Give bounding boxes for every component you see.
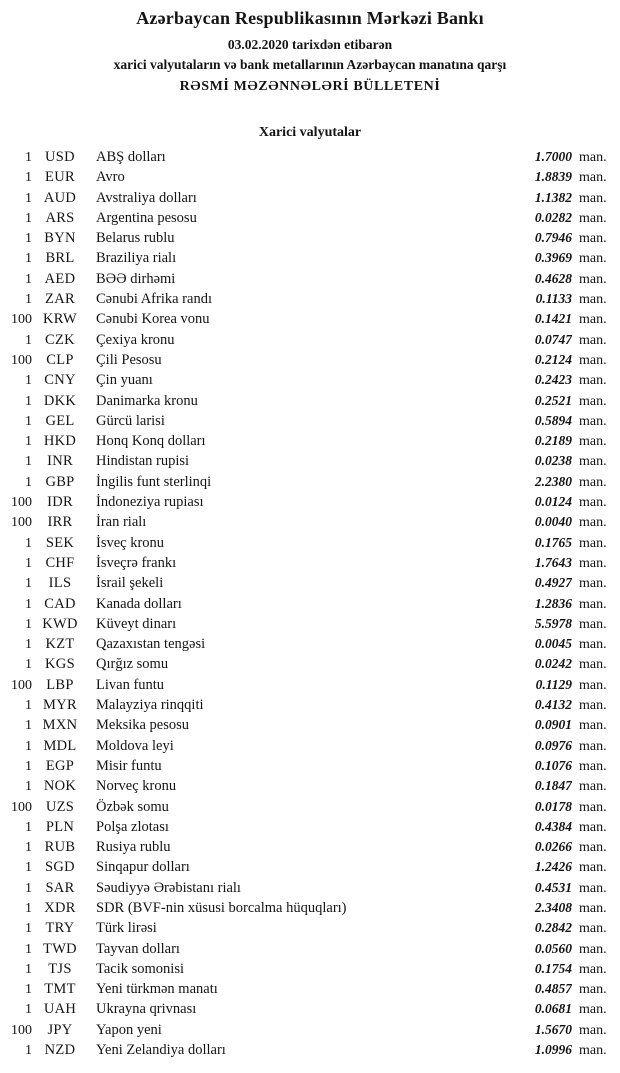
unit-label-cell: man. (579, 900, 607, 916)
table-row (0, 533, 618, 553)
unit-label-cell: man. (579, 150, 607, 165)
table-row (0, 553, 618, 573)
table-row (0, 776, 618, 796)
currency-code-cell: ILS (48, 575, 72, 592)
currency-name-cell: Sinqapur dolları (96, 859, 190, 876)
rate-value-cell: 1.0996 (534, 1042, 572, 1058)
quantity-cell: 1 (25, 332, 32, 348)
currency-name-cell: Moldova leyi (96, 737, 174, 754)
unit-label-cell: man. (579, 799, 607, 815)
quantity-cell: 1 (25, 210, 32, 226)
table-row (0, 492, 618, 512)
unit-label-cell: man. (579, 718, 607, 734)
currency-name-cell: Tayvan dolları (96, 940, 180, 957)
table-row (0, 228, 618, 248)
rate-value-cell: 0.1847 (534, 778, 572, 794)
currency-code-cell: KRW (43, 311, 77, 328)
table-row (0, 248, 618, 268)
currency-name-cell: Honq Konq dolları (96, 433, 206, 450)
currency-name-cell: Çin yuanı (96, 372, 153, 389)
effective-date-line: 03.02.2020 tarixdən etibarən (227, 37, 393, 52)
table-row (0, 411, 618, 431)
quantity-cell: 1 (25, 150, 32, 165)
quantity-cell: 1 (25, 474, 32, 490)
currency-code-cell: MDL (43, 737, 77, 754)
currency-code-cell: CZK (45, 331, 75, 348)
table-row (0, 979, 618, 999)
table-row (0, 756, 618, 776)
quantity-cell: 1 (25, 860, 32, 876)
quantity-cell: 1 (25, 251, 32, 267)
currency-name-cell: Danimarka kronu (96, 392, 198, 409)
quantity-cell: 1 (25, 190, 32, 206)
quantity-cell: 1 (25, 271, 32, 287)
rate-value-cell: 1.7643 (534, 554, 572, 570)
table-row (0, 147, 618, 167)
unit-label-cell: man. (579, 880, 607, 896)
currency-name-cell: Meksika pesosu (96, 717, 190, 734)
rate-value-cell: 1.2836 (534, 595, 572, 611)
currency-name-cell: Belarus rublu (96, 230, 175, 247)
currency-code-cell: AED (44, 270, 76, 287)
unit-label-cell: man. (579, 413, 607, 429)
currency-name-cell: Qırğız somu (96, 656, 169, 673)
table-row (0, 715, 618, 735)
currency-code-cell: EGP (45, 757, 75, 774)
rate-value-cell: 0.0238 (534, 453, 572, 469)
currency-name-cell: Küveyt dinarı (96, 615, 177, 632)
currency-name-cell: İngilis funt sterlinqi (96, 473, 212, 490)
currency-name-cell: Yapon yeni (96, 1021, 162, 1038)
table-row (0, 959, 618, 979)
table-row (0, 939, 618, 959)
currency-name-cell: Gürcü larisi (96, 412, 165, 429)
quantity-cell: 1 (25, 880, 32, 896)
quantity-cell: 1 (25, 373, 32, 389)
table-row (0, 431, 618, 451)
quantity-cell: 100 (11, 1022, 32, 1038)
unit-label-cell: man. (579, 1002, 607, 1018)
quantity-cell: 1 (25, 535, 32, 551)
currency-name-cell: Avstraliya dolları (96, 189, 197, 206)
unit-label-cell: man. (579, 738, 607, 754)
table-row (0, 472, 618, 492)
rate-value-cell: 0.4531 (534, 879, 572, 895)
currency-code-cell: AUD (43, 189, 77, 206)
unit-label-cell: man. (579, 982, 607, 998)
currency-name-cell: Yeni türkmən manatı (96, 981, 218, 998)
currency-code-cell: CNY (44, 372, 76, 389)
quantity-cell: 1 (25, 982, 32, 998)
currency-code-cell: LBP (46, 676, 74, 693)
currency-code-cell: ZAR (45, 291, 75, 308)
rate-value-cell: 0.4384 (534, 818, 572, 834)
currency-code-cell: EUR (45, 169, 75, 186)
currency-name-cell: Yeni Zelandiya dolları (96, 1042, 226, 1059)
currency-name-cell: Cənubi Afrika randı (96, 291, 212, 308)
currency-code-cell: SGD (45, 859, 75, 876)
currency-code-cell: UAH (43, 1001, 77, 1018)
quantity-cell: 100 (11, 312, 32, 328)
rate-value-cell: 0.0681 (534, 1001, 572, 1017)
table-row (0, 370, 618, 390)
table-row (0, 188, 618, 208)
table-row (0, 330, 618, 350)
unit-label-cell: man. (579, 312, 607, 328)
unit-label-cell: man. (579, 758, 607, 774)
quantity-cell: 100 (11, 677, 32, 693)
rate-value-cell: 0.1133 (535, 291, 572, 307)
currency-name-cell: Argentina pesosu (96, 209, 197, 226)
table-row (0, 797, 618, 817)
rate-value-cell: 0.0560 (534, 940, 572, 956)
currency-name-cell: İran rialı (96, 514, 147, 531)
table-row (0, 391, 618, 411)
unit-label-cell: man. (579, 698, 607, 714)
rate-value-cell: 0.0178 (534, 798, 572, 814)
unit-label-cell: man. (579, 1022, 607, 1038)
rate-value-cell: 0.1129 (535, 676, 572, 692)
table-row (0, 695, 618, 715)
currency-name-cell: Polşa zlotası (96, 818, 169, 835)
quantity-cell: 1 (25, 819, 32, 835)
table-row (0, 634, 618, 654)
table-row (0, 857, 618, 877)
unit-label-cell: man. (579, 495, 607, 511)
quantity-cell: 1 (25, 555, 32, 571)
table-row (0, 999, 618, 1019)
unit-label-cell: man. (579, 210, 607, 226)
currency-code-cell: KZT (45, 636, 75, 653)
currency-name-cell: Norveç kronu (96, 778, 177, 795)
quantity-cell: 1 (25, 576, 32, 592)
unit-label-cell: man. (579, 779, 607, 795)
unit-label-cell: man. (579, 921, 607, 937)
currency-name-cell: İsveçrə frankı (96, 554, 177, 571)
currency-code-cell: KGS (45, 656, 75, 673)
quantity-cell: 1 (25, 961, 32, 977)
quantity-cell: 1 (25, 1002, 32, 1018)
currency-name-cell: Kanada dolları (96, 595, 182, 612)
currency-code-cell: SAR (45, 879, 75, 896)
currency-code-cell: GEL (45, 412, 75, 429)
currency-name-cell: İndoneziya rupiası (96, 494, 204, 511)
currency-code-cell: CLP (46, 351, 74, 368)
table-row (0, 451, 618, 471)
unit-label-cell: man. (579, 332, 607, 348)
unit-label-cell: man. (579, 637, 607, 653)
currency-code-cell: CHF (45, 554, 75, 571)
quantity-cell: 100 (11, 495, 32, 511)
currency-code-cell: IDR (47, 494, 73, 511)
currency-code-cell: MXN (42, 717, 78, 734)
quantity-cell: 100 (11, 799, 32, 815)
unit-label-cell: man. (579, 434, 607, 450)
unit-label-cell: man. (579, 576, 607, 592)
currency-name-cell: SDR (BVF-nin xüsusi borcalma hüquqları) (96, 899, 347, 916)
unit-label-cell: man. (579, 352, 607, 368)
quantity-cell: 1 (25, 941, 32, 957)
rate-value-cell: 2.3408 (534, 899, 572, 915)
rate-value-cell: 0.1076 (534, 757, 572, 773)
currency-code-cell: DKK (43, 392, 77, 409)
table-row (0, 1040, 618, 1060)
quantity-cell: 1 (25, 393, 32, 409)
unit-label-cell: man. (579, 393, 607, 409)
table-row (0, 208, 618, 228)
table-row (0, 1020, 618, 1040)
unit-label-cell: man. (579, 231, 607, 247)
quantity-cell: 1 (25, 637, 32, 653)
quantity-cell: 1 (25, 718, 32, 734)
rate-value-cell: 0.0976 (534, 737, 572, 753)
rate-value-cell: 0.1754 (534, 960, 572, 976)
table-row (0, 817, 618, 837)
rate-value-cell: 0.0282 (534, 209, 572, 225)
unit-label-cell: man. (579, 373, 607, 389)
table-row (0, 878, 618, 898)
unit-label-cell: man. (579, 454, 607, 470)
currency-name-cell: Cənubi Korea vonu (96, 311, 210, 328)
section-heading: Xarici valyutalar (258, 125, 362, 140)
bank-title: Azərbaycan Respublikasının Mərkəzi Bankı (136, 8, 484, 28)
currency-code-cell: SEK (45, 534, 75, 551)
rate-value-cell: 0.4132 (534, 697, 572, 713)
currency-code-cell: HKD (43, 433, 77, 450)
rate-value-cell: 0.2124 (534, 351, 572, 367)
table-row (0, 573, 618, 593)
rate-value-cell: 1.2426 (534, 859, 572, 875)
quantity-cell: 1 (25, 779, 32, 795)
table-row (0, 837, 618, 857)
currency-code-cell: INR (47, 453, 73, 470)
unit-label-cell: man. (579, 819, 607, 835)
rate-value-cell: 0.3969 (534, 250, 572, 266)
currency-name-cell: Rusiya rublu (96, 839, 171, 856)
quantity-cell: 1 (25, 758, 32, 774)
currency-code-cell: BYN (44, 230, 76, 247)
rate-value-cell: 0.2189 (534, 433, 572, 449)
currency-name-cell: Türk lirəsi (96, 920, 157, 937)
table-row (0, 898, 618, 918)
currency-name-cell: Hindistan rupisi (96, 453, 190, 470)
unit-label-cell: man. (579, 251, 607, 267)
unit-label-cell: man. (579, 941, 607, 957)
table-row (0, 350, 618, 370)
unit-label-cell: man. (579, 555, 607, 571)
currency-name-cell: Qazaxıstan tengəsi (96, 636, 206, 653)
currency-code-cell: BRL (45, 250, 75, 267)
quantity-cell: 1 (25, 596, 32, 612)
rate-value-cell: 0.0045 (534, 636, 572, 652)
quantity-cell: 1 (25, 616, 32, 632)
quantity-cell: 1 (25, 698, 32, 714)
table-row (0, 918, 618, 938)
rate-value-cell: 1.8839 (534, 169, 572, 185)
currency-code-cell: RUB (44, 839, 76, 856)
currency-code-cell: TMT (44, 981, 76, 998)
rate-value-cell: 0.1765 (534, 534, 572, 550)
currency-name-cell: Ukrayna qrivnası (96, 1001, 197, 1018)
rate-value-cell: 1.7000 (534, 149, 572, 164)
quantity-cell: 1 (25, 840, 32, 856)
quantity-cell: 1 (25, 231, 32, 247)
currency-code-cell: XDR (44, 899, 76, 916)
currency-code-cell: NZD (44, 1042, 76, 1059)
currency-code-cell: MYR (43, 697, 77, 714)
currency-name-cell: İsveç kronu (96, 534, 165, 551)
rate-value-cell: 0.0124 (534, 494, 572, 510)
bulletin-header (0, 8, 620, 95)
quantity-cell: 1 (25, 434, 32, 450)
rate-value-cell: 0.0040 (534, 514, 572, 530)
rate-value-cell: 0.4927 (534, 575, 572, 591)
unit-label-cell: man. (579, 657, 607, 673)
unit-label-cell: man. (579, 271, 607, 287)
currency-name-cell: Çili Pesosu (96, 351, 162, 368)
currency-code-cell: PLN (45, 818, 75, 835)
unit-label-cell: man. (579, 596, 607, 612)
rate-value-cell: 2.2380 (534, 473, 572, 489)
table-row (0, 269, 618, 289)
quantity-cell: 100 (11, 352, 32, 368)
currency-name-cell: Misir funtu (96, 757, 162, 774)
currency-name-cell: Avro (96, 169, 125, 186)
quantity-cell: 100 (11, 515, 32, 531)
table-row (0, 654, 618, 674)
table-row (0, 675, 618, 695)
currency-code-cell: ARS (45, 209, 75, 226)
rate-value-cell: 0.5894 (534, 412, 572, 428)
quantity-cell: 1 (25, 900, 32, 916)
table-row (0, 309, 618, 329)
rate-value-cell: 0.4857 (534, 981, 572, 997)
unit-label-cell: man. (579, 474, 607, 490)
table-row (0, 594, 618, 614)
currency-name-cell: BƏƏ dirhəmi (96, 270, 176, 287)
rate-value-cell: 0.0747 (534, 331, 572, 347)
rate-value-cell: 0.0266 (534, 839, 572, 855)
quantity-cell: 1 (25, 738, 32, 754)
rate-value-cell: 0.4628 (534, 270, 572, 286)
rate-value-cell: 1.5670 (534, 1021, 572, 1037)
rate-value-cell: 0.2521 (534, 392, 572, 408)
table-row (0, 614, 618, 634)
currency-code-cell: NOK (43, 778, 77, 795)
quantity-cell: 1 (25, 292, 32, 308)
currency-code-cell: KWD (42, 615, 78, 632)
table-row (0, 167, 618, 187)
unit-label-cell: man. (579, 535, 607, 551)
currency-name-cell: Tacik somonisi (96, 960, 184, 977)
currency-code-cell: IRR (47, 514, 73, 531)
currency-code-cell: TJS (48, 960, 72, 977)
currency-name-cell: Özbək somu (96, 798, 169, 815)
rate-value-cell: 0.1421 (534, 311, 572, 327)
subtitle-line: xarici valyutaların və bank metallarının Azərbaycan manatına qarşı (113, 57, 507, 72)
table-row (0, 736, 618, 756)
rate-value-cell: 0.2842 (534, 920, 572, 936)
unit-label-cell: man. (579, 515, 607, 531)
unit-label-cell: man. (579, 170, 607, 186)
quantity-cell: 1 (25, 413, 32, 429)
table-row (0, 289, 618, 309)
quantity-cell: 1 (25, 170, 32, 186)
unit-label-cell: man. (579, 292, 607, 308)
rate-value-cell: 1.1382 (534, 189, 572, 205)
unit-label-cell: man. (579, 616, 607, 632)
unit-label-cell: man. (579, 961, 607, 977)
currency-code-cell: USD (45, 149, 75, 165)
currency-name-cell: Səudiyyə Ərəbistanı rialı (96, 879, 241, 896)
quantity-cell: 1 (25, 1043, 32, 1059)
currency-code-cell: CAD (44, 595, 76, 612)
currency-name-cell: İsrail şekeli (96, 575, 164, 592)
rate-value-cell: 0.2423 (534, 372, 572, 388)
currency-code-cell: GBP (45, 473, 75, 490)
rate-value-cell: 0.0901 (534, 717, 572, 733)
currency-name-cell: ABŞ dolları (96, 149, 166, 165)
rate-value-cell: 0.7946 (534, 230, 572, 246)
currency-name-cell: Braziliya rialı (96, 250, 177, 267)
currency-name-cell: Malayziya rinqqiti (96, 697, 204, 714)
currency-code-cell: UZS (45, 798, 75, 815)
bulletin-title: RƏSMİ MƏZƏNNƏLƏRİ BÜLLETENİ (179, 79, 441, 94)
rates-table (0, 147, 620, 1060)
unit-label-cell: man. (579, 860, 607, 876)
currency-name-cell: Çexiya kronu (96, 331, 175, 348)
unit-label-cell: man. (579, 190, 607, 206)
unit-label-cell: man. (579, 677, 607, 693)
unit-label-cell: man. (579, 840, 607, 856)
currency-code-cell: JPY (47, 1021, 73, 1038)
quantity-cell: 1 (25, 921, 32, 937)
currency-code-cell: TWD (43, 940, 77, 957)
currency-code-cell: TRY (45, 920, 75, 937)
rate-value-cell: 5.5978 (534, 615, 572, 631)
table-row (0, 512, 618, 532)
quantity-cell: 1 (25, 657, 32, 673)
rate-value-cell: 0.0242 (534, 656, 572, 672)
quantity-cell: 1 (25, 454, 32, 470)
currency-name-cell: Livan funtu (96, 676, 165, 693)
unit-label-cell: man. (579, 1043, 607, 1059)
